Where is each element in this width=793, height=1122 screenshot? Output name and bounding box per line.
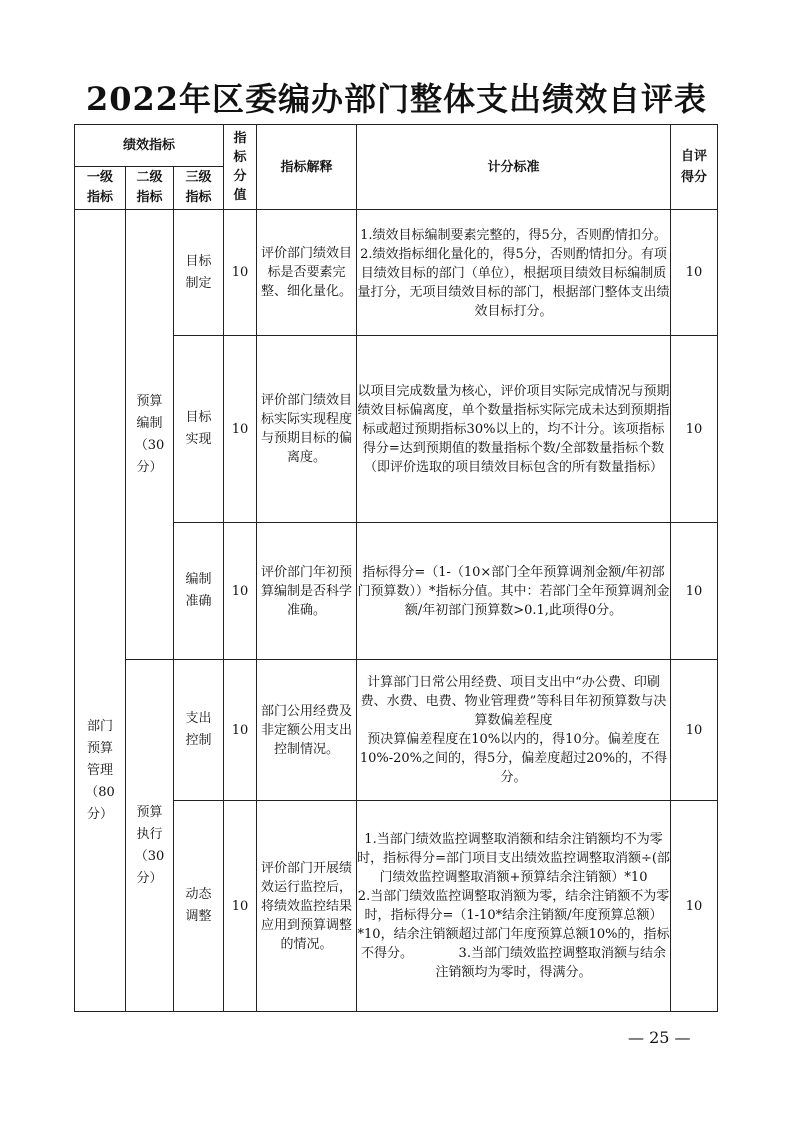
explain-cell: 评价部门年初预算编制是否科学准确。: [257, 523, 357, 660]
header-perf-indicators: 绩效指标: [75, 125, 224, 167]
header-self-score: 自评 得分: [671, 125, 718, 210]
header-level1: 一级 指标: [75, 167, 126, 210]
weight-cell: 10: [224, 523, 257, 660]
self-score-cell: 10: [671, 336, 718, 523]
level1-cell: 部门 预算 管理 （80 分）: [75, 210, 126, 1012]
level3-cell: 支出 控制: [174, 660, 224, 801]
level3-cell: 动态 调整: [174, 801, 224, 1012]
level3-cell: 目标 实现: [174, 336, 224, 523]
weight-cell: 10: [224, 660, 257, 801]
page-number: — 25 —: [628, 1028, 691, 1047]
criteria-cell: 1.当部门绩效监控调整取消额和结余注销额均不为零时，指标得分=部门项目支出绩效监控调整取消额÷(部门绩效监控调整取消额+预算结余注销额）*10 2.当部门绩效监控调整取消额为零，结余注销额不为零时，指标得分=（1-10*结余注销额/年度预算总额）*10，结余注销额超过部门年度预算总额10%的，指标不得分。 3.当部门绩效监控调整取消额与结余注销额均为零时，得满分。: [357, 801, 671, 1012]
self-score-cell: 10: [671, 523, 718, 660]
level2-cell-budget-exec: 预算 执行 （30 分）: [126, 660, 174, 1012]
self-score-cell: 10: [671, 801, 718, 1012]
header-level2: 二级 指标: [126, 167, 174, 210]
header-criteria: 计分标准: [357, 125, 671, 210]
level2-cell-budget-prep: 预算 编制 （30 分）: [126, 210, 174, 660]
explain-cell: 评价部门开展绩效运行监控后，将绩效监控结果应用到预算调整的情况。: [257, 801, 357, 1012]
table-row: [75, 660, 718, 801]
self-score-cell: 10: [671, 210, 718, 336]
explain-cell: 评价部门绩效目标是否要素完整、细化量化。: [257, 210, 357, 336]
weight-cell: 10: [224, 336, 257, 523]
criteria-cell: 指标得分=（1-（10×部门全年预算调剂金额/年初部门预算数））*指标分值。其中：若部门全年预算调剂金额/年初部门预算数>0.1,此项得0分。: [357, 523, 671, 660]
header-explain: 指标解释: [257, 125, 357, 210]
weight-cell: 10: [224, 801, 257, 1012]
weight-cell: 10: [224, 210, 257, 336]
self-score-cell: 10: [671, 660, 718, 801]
header-level3: 三级 指标: [174, 167, 224, 210]
page-title: 2022年区委编办部门整体支出绩效自评表: [85, 80, 708, 118]
level3-cell: 目标 制定: [174, 210, 224, 336]
header-weight: 指 标 分 值: [224, 125, 257, 210]
explain-cell: 部门公用经费及非定额公用支出控制情况。: [257, 660, 357, 801]
performance-table: [74, 124, 718, 1012]
criteria-cell: 计算部门日常公用经费、项目支出中“办公费、印刷费、水费、电费、物业管理费”等科目年初预算数与决算数偏差程度 预决算偏差程度在10%以内的，得10分。偏差度在10%-20%之间的，得5分，偏差度超过20%的，不得分。: [357, 660, 671, 801]
table-row: [75, 210, 718, 336]
criteria-cell: 1.绩效目标编制要素完整的，得5分，否则酌情扣分。 2.绩效指标细化量化的，得5分，否则酌情扣分。有项目绩效目标的部门（单位），根据项目绩效目标编制质量打分，无项目绩效目标的部门，根据部门整体支出绩效目标打分。: [357, 210, 671, 336]
level3-cell: 编制 准确: [174, 523, 224, 660]
criteria-cell: 以项目完成数量为核心，评价项目实际完成情况与预期绩效目标偏离度，单个数量指标实际完成未达到预期指标或超过预期指标30%以上的，均不计分。该项指标得分=达到预期值的数量指标个数/全部数量指标个数（即评价选取的项目绩效目标包含的所有数量指标）: [357, 336, 671, 523]
explain-cell: 评价部门绩效目标实际实现程度与预期目标的偏离度。: [257, 336, 357, 523]
